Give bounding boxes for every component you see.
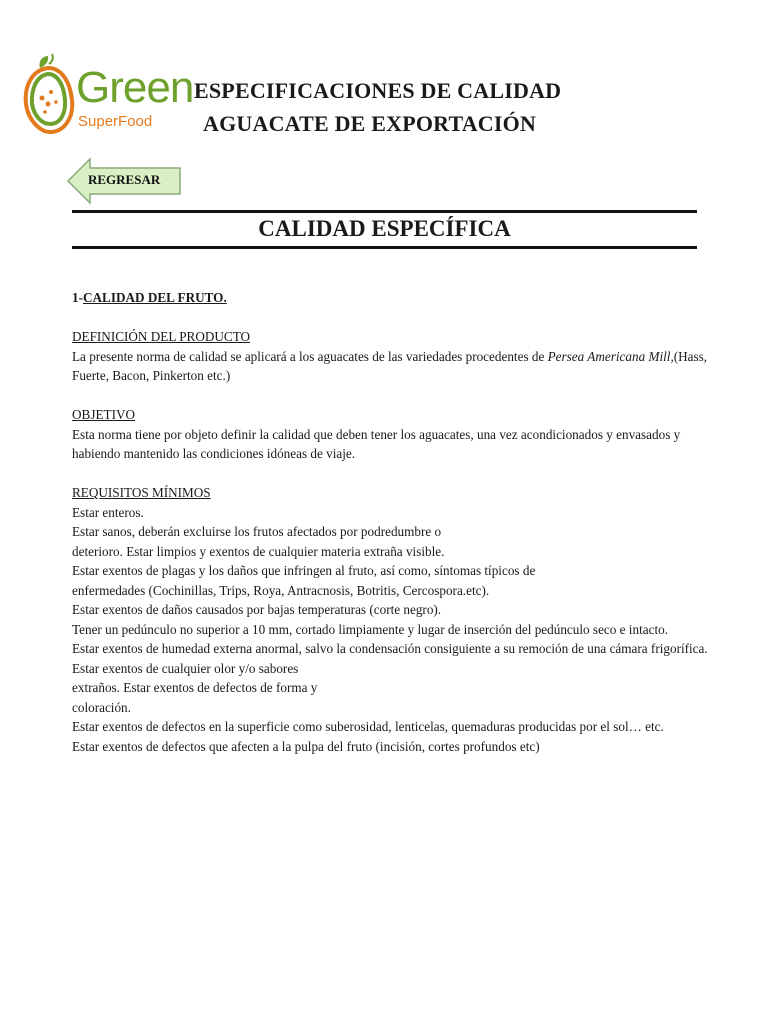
- heading-text: CALIDAD DEL FRUTO.: [83, 290, 227, 305]
- requirement-line: Estar exentos de daños causados por bajas temperaturas (corte negro).: [72, 602, 442, 617]
- requirement-line: coloración.: [72, 699, 131, 715]
- requirement-line: enfermedades (Cochinillas, Trips, Roya, Antracnosis, Botritis, Cercospora.etc).: [72, 582, 490, 598]
- requirement-line: Estar exentos de defectos en la superficie como suberosidad, lenticelas, quemaduras producidas por el sol… etc.: [72, 719, 664, 734]
- definition-text-start: La presente norma de calidad se aplicará a los aguacates de las variedades procedentes de: [72, 348, 548, 364]
- divider-bottom: [72, 246, 697, 249]
- requirement-line: Estar exentos de cualquier olor y/o sabores: [72, 660, 299, 676]
- back-button-label: REGRESAR: [88, 172, 161, 187]
- objective-text: Esta norma tiene por objeto definir la calidad que deben tener los aguacates, una vez acondicionados y envasados y habiendo mantenido las condiciones idóneas de viaje.: [72, 426, 681, 461]
- requirements-heading: REQUISITOS MÍNIMOS: [72, 485, 211, 500]
- requirement-line: Estar exentos de plagas y los daños que infringen al fruto, así como, síntomas típicos de: [72, 563, 536, 578]
- logo-subtitle: SuperFood: [78, 113, 153, 130]
- heading-number: 1-: [72, 290, 83, 305]
- requirement-line: Estar exentos de humedad externa anormal, salvo la condensación consiguiente a su remoción de una cámara frigorífica.: [72, 641, 708, 656]
- divider-top: [72, 210, 697, 213]
- fruit-quality-heading: [72, 288, 712, 308]
- objective-heading: OBJETIVO: [72, 407, 136, 422]
- requirement-line: Estar enteros.: [72, 504, 144, 520]
- document-body: [72, 288, 712, 756]
- avocado-logo-icon: [18, 52, 80, 138]
- requirement-line: Tener un pedúnculo no superior a 10 mm, cortado limpiamente y lugar de inserción del pedúnculo seco e intacto.: [72, 621, 668, 637]
- document-title-line-2: AGUACATE DE EXPORTACIÓN: [203, 111, 537, 136]
- back-button[interactable]: [66, 157, 182, 205]
- requirement-line: deterioro. Estar limpios y exentos de cualquier materia extraña visible.: [72, 543, 445, 559]
- species-name: Persea Americana Mill,: [547, 348, 674, 364]
- section-title: CALIDAD ESPECÍFICA: [258, 216, 511, 241]
- requirement-line: extraños. Estar exentos de defectos de forma y: [72, 680, 318, 695]
- requirement-line: Estar sanos, deberán excluirse los frutos afectados por podredumbre o: [72, 524, 442, 539]
- document-title-line-1: ESPECIFICACIONES DE CALIDAD: [194, 78, 562, 103]
- green-superfood-logo: [18, 52, 194, 138]
- definition-text: [72, 347, 712, 386]
- definition-text-end: (Hass, Fuerte, Bacon, Pinkerton etc.): [72, 348, 708, 383]
- definition-heading: DEFINICIÓN DEL PRODUCTO: [72, 329, 251, 344]
- requirement-line: Estar exentos de defectos que afecten a la pulpa del fruto (incisión, cortes profundos etc): [72, 738, 540, 754]
- logo-wordmark: Green: [76, 63, 194, 112]
